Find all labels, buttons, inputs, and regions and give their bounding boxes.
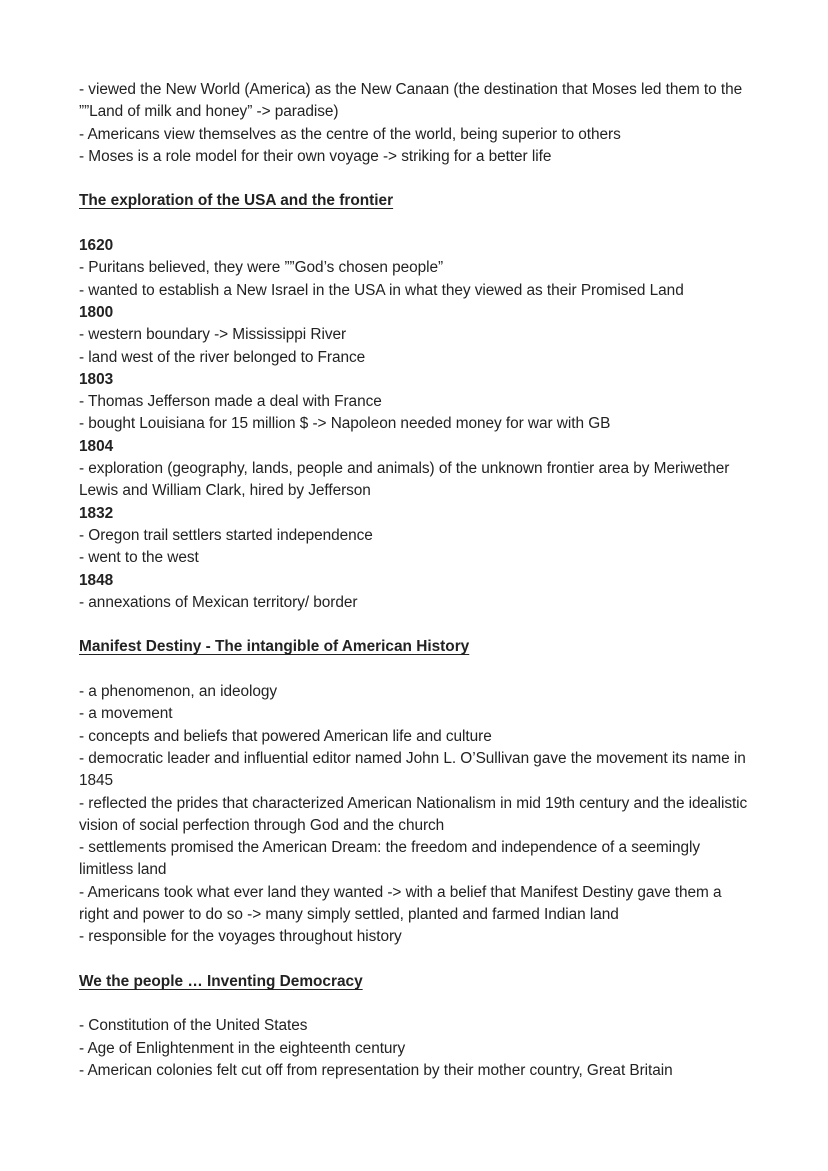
entry-line: - western boundary -> Mississippi River bbox=[79, 326, 347, 344]
entry-line: - Americans took what ever land they wanted -> with a belief that Manifest Destiny gave them a right and power to do so -> many simply settled, planted and farmed Indian land bbox=[79, 883, 722, 923]
entry-line: - democratic leader and influential editor named John L. O’Sullivan gave the movement its name in 1845 bbox=[79, 749, 746, 790]
section-heading-manifest-destiny: Manifest Destiny - The intangible of American History bbox=[79, 638, 470, 656]
section-democracy bbox=[79, 971, 768, 1082]
entry-line: - reflected the prides that characterized American Nationalism in mid 19th century and the idealistic vision of social perfection through God and the church bbox=[79, 794, 748, 834]
intro-line: - Moses is a role model for their own voyage -> striking for a better life bbox=[79, 147, 552, 165]
year-label: 1832 bbox=[79, 504, 114, 522]
entry-line: - bought Louisiana for 15 million $ -> Napoleon needed money for war with GB bbox=[79, 415, 611, 433]
section-manifest-destiny bbox=[79, 636, 768, 948]
year-label: 1620 bbox=[79, 237, 114, 255]
entry-line: - a phenomenon, an ideology bbox=[79, 683, 278, 701]
entry-line: - Thomas Jefferson made a deal with France bbox=[79, 393, 382, 411]
entry-line: - Oregon trail settlers started independence bbox=[79, 526, 373, 544]
entry-line: - annexations of Mexican territory/ border bbox=[79, 593, 358, 611]
entry-line: - concepts and beliefs that powered American life and culture bbox=[79, 727, 492, 745]
year-label: 1848 bbox=[79, 571, 114, 589]
entry-line: - Age of Enlightenment in the eighteenth century bbox=[79, 1039, 406, 1057]
entry-line: - a movement bbox=[79, 705, 173, 723]
year-label: 1804 bbox=[79, 437, 114, 455]
entry-line: - wanted to establish a New Israel in the USA in what they viewed as their Promised Land bbox=[79, 281, 684, 299]
section-heading-exploration: The exploration of the USA and the frontier bbox=[79, 192, 394, 210]
entry-line: - responsible for the voyages throughout history bbox=[79, 928, 402, 946]
year-label: 1800 bbox=[79, 303, 114, 321]
intro-line: - viewed the New World (America) as the New Canaan (the destination that Moses led them to the ””Land of milk and honey” -> paradise) bbox=[79, 81, 743, 121]
entry-line: - exploration (geography, lands, people and animals) of the unknown frontier area by Meriwether Lewis and William Clark, hired by Jefferson bbox=[79, 460, 730, 500]
section-heading-democracy: We the people … Inventing Democracy bbox=[79, 972, 363, 990]
entry-line: - Constitution of the United States bbox=[79, 1017, 308, 1035]
section-exploration bbox=[79, 190, 768, 614]
intro-line: - Americans view themselves as the centre of the world, being superior to others bbox=[79, 125, 621, 143]
entry-line: - American colonies felt cut off from representation by their mother country, Great Britain bbox=[79, 1062, 673, 1080]
year-label: 1803 bbox=[79, 370, 114, 388]
entry-line: - settlements promised the American Dream: the freedom and independence of a seemingly limitless land bbox=[79, 839, 701, 879]
entry-line: - Puritans believed, they were ””God’s chosen people” bbox=[79, 259, 444, 277]
entry-line: - went to the west bbox=[79, 549, 199, 567]
entry-line: - land west of the river belonged to France bbox=[79, 348, 366, 366]
intro-block bbox=[79, 79, 768, 168]
